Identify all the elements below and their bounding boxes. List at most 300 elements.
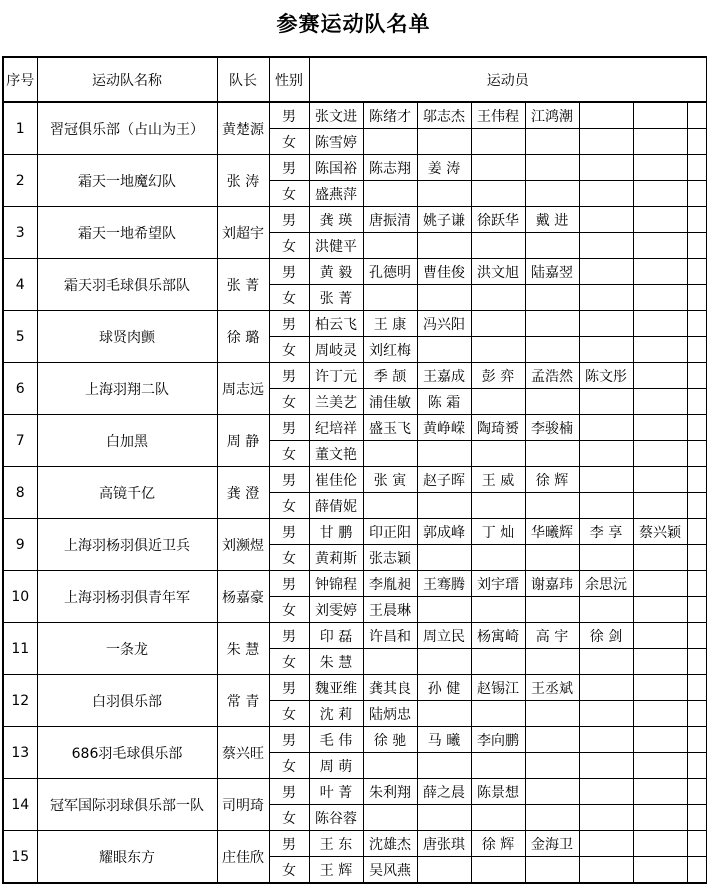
- player-cell: 陈 霜: [417, 389, 471, 415]
- gender-cell: 男: [269, 259, 309, 285]
- team-captain: 周志远: [217, 363, 269, 415]
- team-index: 1: [3, 102, 37, 155]
- player-cell: [633, 467, 687, 493]
- player-cell: [471, 701, 525, 727]
- player-cell: [687, 779, 707, 805]
- player-cell: 朱 慧: [309, 649, 363, 675]
- player-cell: [579, 389, 633, 415]
- player-cell: 洪文旭: [471, 259, 525, 285]
- player-cell: [579, 337, 633, 363]
- player-cell: 周岐灵: [309, 337, 363, 363]
- team-index: 10: [3, 571, 37, 623]
- player-cell: [633, 675, 687, 701]
- team-captain: 周 静: [217, 415, 269, 467]
- team-index: 5: [3, 311, 37, 363]
- player-cell: [525, 805, 579, 831]
- player-cell: [687, 207, 707, 233]
- team-row-male: [3, 675, 707, 701]
- player-cell: [687, 181, 707, 207]
- player-cell: [579, 233, 633, 259]
- player-cell: [687, 597, 707, 623]
- team-captain: 张 涛: [217, 155, 269, 207]
- player-cell: [633, 337, 687, 363]
- player-cell: 盛玉飞: [363, 415, 417, 441]
- player-cell: [687, 259, 707, 285]
- player-cell: 郭成峰: [417, 519, 471, 545]
- player-cell: 沈 莉: [309, 701, 363, 727]
- player-cell: [525, 233, 579, 259]
- player-cell: 陈谷蓉: [309, 805, 363, 831]
- player-cell: [579, 753, 633, 779]
- player-cell: [633, 493, 687, 519]
- gender-cell: 男: [269, 519, 309, 545]
- player-cell: [417, 233, 471, 259]
- player-cell: [579, 311, 633, 337]
- gender-cell: 男: [269, 623, 309, 649]
- team-index: 11: [3, 623, 37, 675]
- team-index: 15: [3, 831, 37, 884]
- player-cell: [579, 155, 633, 181]
- player-cell: 叶 菁: [309, 779, 363, 805]
- team-name: 耀眼东方: [37, 831, 217, 884]
- player-cell: 陈志翔: [363, 155, 417, 181]
- player-cell: 唐振清: [363, 207, 417, 233]
- team-index: 4: [3, 259, 37, 311]
- player-cell: [687, 285, 707, 311]
- team-captain: 司明琦: [217, 779, 269, 831]
- player-cell: [687, 805, 707, 831]
- gender-cell: 女: [269, 285, 309, 311]
- player-cell: [687, 129, 707, 155]
- player-cell: [579, 649, 633, 675]
- player-cell: [417, 337, 471, 363]
- player-cell: [687, 545, 707, 571]
- player-cell: [579, 805, 633, 831]
- player-cell: 王伟程: [471, 102, 525, 129]
- player-cell: [471, 493, 525, 519]
- player-cell: 王 辉: [309, 857, 363, 884]
- player-cell: [579, 675, 633, 701]
- player-cell: 赵子晖: [417, 467, 471, 493]
- team-index: 2: [3, 155, 37, 207]
- player-cell: 刘宇瑨: [471, 571, 525, 597]
- team-captain: 徐 璐: [217, 311, 269, 363]
- player-cell: [417, 805, 471, 831]
- player-cell: [417, 285, 471, 311]
- gender-cell: 男: [269, 415, 309, 441]
- player-cell: [687, 649, 707, 675]
- player-cell: 江鸿潮: [525, 102, 579, 129]
- player-cell: [579, 779, 633, 805]
- team-index: 14: [3, 779, 37, 831]
- gender-cell: 男: [269, 467, 309, 493]
- player-cell: 周立民: [417, 623, 471, 649]
- team-row-male: [3, 519, 707, 545]
- player-cell: [525, 597, 579, 623]
- team-name: 上海羽杨羽俱近卫兵: [37, 519, 217, 571]
- player-cell: [417, 753, 471, 779]
- player-cell: 姜 涛: [417, 155, 471, 181]
- player-cell: [579, 701, 633, 727]
- player-cell: 董文艳: [309, 441, 363, 467]
- player-cell: [687, 415, 707, 441]
- gender-cell: 男: [269, 727, 309, 753]
- player-cell: 王 东: [309, 831, 363, 857]
- player-cell: [687, 233, 707, 259]
- player-cell: [633, 805, 687, 831]
- player-cell: 龚 瑛: [309, 207, 363, 233]
- player-cell: [525, 727, 579, 753]
- player-cell: [525, 649, 579, 675]
- gender-cell: 男: [269, 779, 309, 805]
- player-cell: 印正阳: [363, 519, 417, 545]
- gender-cell: 男: [269, 831, 309, 857]
- player-cell: 王嘉成: [417, 363, 471, 389]
- player-cell: [471, 311, 525, 337]
- team-name: 霜天一地魔幻队: [37, 155, 217, 207]
- gender-cell: 女: [269, 233, 309, 259]
- player-cell: [525, 181, 579, 207]
- team-index: 6: [3, 363, 37, 415]
- player-cell: 陈国裕: [309, 155, 363, 181]
- player-cell: [687, 831, 707, 857]
- header-players: 运动员: [309, 57, 707, 102]
- player-cell: [363, 493, 417, 519]
- player-cell: 蔡兴颖: [633, 519, 687, 545]
- player-cell: 杨寓崎: [471, 623, 525, 649]
- player-cell: [687, 675, 707, 701]
- player-cell: 张文进: [309, 102, 363, 129]
- player-cell: [363, 649, 417, 675]
- player-cell: 陈绪才: [363, 102, 417, 129]
- team-row-male: [3, 623, 707, 649]
- player-cell: [687, 519, 707, 545]
- player-cell: [633, 207, 687, 233]
- team-name: 球贤肉颤: [37, 311, 217, 363]
- player-cell: [687, 701, 707, 727]
- player-cell: 陶琦赟: [471, 415, 525, 441]
- gender-cell: 女: [269, 649, 309, 675]
- player-cell: [579, 441, 633, 467]
- player-cell: 彭 弈: [471, 363, 525, 389]
- team-name: 白加黑: [37, 415, 217, 467]
- player-cell: 马 曦: [417, 727, 471, 753]
- header-team: 运动队名称: [37, 57, 217, 102]
- player-cell: [633, 831, 687, 857]
- player-cell: [417, 493, 471, 519]
- player-cell: [687, 337, 707, 363]
- player-cell: [687, 389, 707, 415]
- team-name: 霜天羽毛球俱乐部队: [37, 259, 217, 311]
- gender-cell: 女: [269, 805, 309, 831]
- team-captain: 庄佳欣: [217, 831, 269, 884]
- player-cell: [471, 857, 525, 884]
- player-cell: 周 萌: [309, 753, 363, 779]
- team-name: 冠军国际羽球俱乐部一队: [37, 779, 217, 831]
- player-cell: [633, 649, 687, 675]
- player-cell: [687, 493, 707, 519]
- player-cell: [633, 102, 687, 129]
- player-cell: 孟浩然: [525, 363, 579, 389]
- team-index: 9: [3, 519, 37, 571]
- team-row-male: [3, 155, 707, 181]
- player-cell: 王骞腾: [417, 571, 471, 597]
- player-cell: 甘 鹏: [309, 519, 363, 545]
- team-captain: 常 青: [217, 675, 269, 727]
- player-cell: 李胤昶: [363, 571, 417, 597]
- player-cell: 黄峥嵘: [417, 415, 471, 441]
- player-cell: 崔佳伦: [309, 467, 363, 493]
- player-cell: 邬志杰: [417, 102, 471, 129]
- player-cell: 吴风燕: [363, 857, 417, 884]
- player-cell: 薛倩妮: [309, 493, 363, 519]
- team-roster-table: [2, 56, 707, 884]
- player-cell: [633, 415, 687, 441]
- player-cell: 龚其良: [363, 675, 417, 701]
- team-row-male: [3, 102, 707, 129]
- player-cell: [471, 545, 525, 571]
- player-cell: 徐跃华: [471, 207, 525, 233]
- player-cell: [363, 753, 417, 779]
- team-captain: 刘濒煜: [217, 519, 269, 571]
- player-cell: 陈景想: [471, 779, 525, 805]
- player-cell: [363, 129, 417, 155]
- player-cell: 王丞斌: [525, 675, 579, 701]
- player-cell: [525, 779, 579, 805]
- player-cell: [633, 155, 687, 181]
- team-index: 8: [3, 467, 37, 519]
- player-cell: [687, 857, 707, 884]
- team-row-male: [3, 467, 707, 493]
- player-cell: [633, 181, 687, 207]
- header-gender: 性别: [269, 57, 309, 102]
- player-cell: 唐张琪: [417, 831, 471, 857]
- gender-cell: 男: [269, 675, 309, 701]
- player-cell: [687, 155, 707, 181]
- player-cell: 李向鹏: [471, 727, 525, 753]
- player-cell: [525, 311, 579, 337]
- gender-cell: 女: [269, 753, 309, 779]
- player-cell: [471, 441, 525, 467]
- player-cell: 王 威: [471, 467, 525, 493]
- player-cell: 纪培祥: [309, 415, 363, 441]
- player-cell: 孔德明: [363, 259, 417, 285]
- player-cell: [579, 181, 633, 207]
- player-cell: [417, 597, 471, 623]
- player-cell: [579, 207, 633, 233]
- team-index: 13: [3, 727, 37, 779]
- player-cell: [633, 597, 687, 623]
- player-cell: 钟锦程: [309, 571, 363, 597]
- player-cell: [471, 649, 525, 675]
- player-cell: 徐 剑: [579, 623, 633, 649]
- roster-body: [3, 102, 707, 883]
- player-cell: 洪健平: [309, 233, 363, 259]
- player-cell: [633, 389, 687, 415]
- player-cell: [363, 181, 417, 207]
- player-cell: 黄莉斯: [309, 545, 363, 571]
- player-cell: [633, 233, 687, 259]
- gender-cell: 女: [269, 181, 309, 207]
- player-cell: [633, 857, 687, 884]
- player-cell: [579, 597, 633, 623]
- player-cell: [363, 805, 417, 831]
- header-row: [3, 57, 707, 102]
- player-cell: 华曦辉: [525, 519, 579, 545]
- team-row-male: [3, 311, 707, 337]
- player-cell: [633, 727, 687, 753]
- player-cell: [687, 441, 707, 467]
- team-name: 上海羽翔二队: [37, 363, 217, 415]
- player-cell: [633, 285, 687, 311]
- player-cell: 陆嘉翌: [525, 259, 579, 285]
- player-cell: 盛燕萍: [309, 181, 363, 207]
- player-cell: [471, 129, 525, 155]
- gender-cell: 男: [269, 363, 309, 389]
- player-cell: 刘红梅: [363, 337, 417, 363]
- player-cell: 魏亚维: [309, 675, 363, 701]
- player-cell: [363, 285, 417, 311]
- player-cell: 冯兴阳: [417, 311, 471, 337]
- gender-cell: 女: [269, 493, 309, 519]
- player-cell: [579, 857, 633, 884]
- gender-cell: 女: [269, 597, 309, 623]
- player-cell: 季 颉: [363, 363, 417, 389]
- player-cell: 徐 驰: [363, 727, 417, 753]
- player-cell: [525, 545, 579, 571]
- player-cell: [579, 545, 633, 571]
- player-cell: 李 享: [579, 519, 633, 545]
- player-cell: 金海卫: [525, 831, 579, 857]
- team-captain: 蔡兴旺: [217, 727, 269, 779]
- player-cell: 陈文彤: [579, 363, 633, 389]
- player-cell: 丁 灿: [471, 519, 525, 545]
- player-cell: [525, 285, 579, 311]
- team-captain: 张 菁: [217, 259, 269, 311]
- player-cell: 张 菁: [309, 285, 363, 311]
- player-cell: 姚子谦: [417, 207, 471, 233]
- player-cell: 张 寅: [363, 467, 417, 493]
- player-cell: [687, 311, 707, 337]
- player-cell: [363, 233, 417, 259]
- player-cell: [525, 753, 579, 779]
- player-cell: 高 宇: [525, 623, 579, 649]
- gender-cell: 男: [269, 311, 309, 337]
- player-cell: [579, 831, 633, 857]
- player-cell: 徐 辉: [525, 467, 579, 493]
- player-cell: 浦佳敏: [363, 389, 417, 415]
- player-cell: [417, 441, 471, 467]
- team-row-male: [3, 779, 707, 805]
- gender-cell: 女: [269, 857, 309, 884]
- player-cell: 沈雄杰: [363, 831, 417, 857]
- gender-cell: 男: [269, 102, 309, 129]
- player-cell: [471, 805, 525, 831]
- team-row-male: [3, 571, 707, 597]
- page-title: 参赛运动队名单: [276, 12, 431, 36]
- player-cell: [471, 597, 525, 623]
- gender-cell: 女: [269, 389, 309, 415]
- player-cell: [363, 441, 417, 467]
- player-cell: [471, 233, 525, 259]
- player-cell: [471, 389, 525, 415]
- player-cell: [579, 285, 633, 311]
- gender-cell: 女: [269, 441, 309, 467]
- team-index: 12: [3, 675, 37, 727]
- player-cell: 刘雯婷: [309, 597, 363, 623]
- player-cell: [687, 363, 707, 389]
- team-name: 上海羽杨羽俱青年军: [37, 571, 217, 623]
- team-index: 3: [3, 207, 37, 259]
- player-cell: 曹佳俊: [417, 259, 471, 285]
- gender-cell: 女: [269, 545, 309, 571]
- player-cell: 徐 辉: [471, 831, 525, 857]
- player-cell: [417, 129, 471, 155]
- player-cell: [687, 623, 707, 649]
- header-captain: 队长: [217, 57, 269, 102]
- team-captain: 龚 澄: [217, 467, 269, 519]
- player-cell: 余思沅: [579, 571, 633, 597]
- player-cell: 谢嘉玮: [525, 571, 579, 597]
- player-cell: 毛 伟: [309, 727, 363, 753]
- player-cell: [579, 102, 633, 129]
- player-cell: [633, 779, 687, 805]
- player-cell: [525, 389, 579, 415]
- team-name: 習冠俱乐部（占山为王）: [37, 102, 217, 155]
- player-cell: [471, 753, 525, 779]
- player-cell: [525, 701, 579, 727]
- team-row-male: [3, 363, 707, 389]
- team-name: 高镜千亿: [37, 467, 217, 519]
- header-index: 序号: [3, 57, 37, 102]
- player-cell: 陈雪婷: [309, 129, 363, 155]
- player-cell: [525, 857, 579, 884]
- player-cell: [633, 753, 687, 779]
- team-row-male: [3, 831, 707, 857]
- player-cell: [633, 571, 687, 597]
- player-cell: [525, 129, 579, 155]
- player-cell: 印 磊: [309, 623, 363, 649]
- player-cell: 薛之晨: [417, 779, 471, 805]
- player-cell: 张志颖: [363, 545, 417, 571]
- player-cell: 黄 毅: [309, 259, 363, 285]
- player-cell: [633, 129, 687, 155]
- player-cell: 许昌和: [363, 623, 417, 649]
- team-name: 白羽俱乐部: [37, 675, 217, 727]
- player-cell: [471, 285, 525, 311]
- gender-cell: 女: [269, 129, 309, 155]
- player-cell: [417, 701, 471, 727]
- player-cell: [471, 337, 525, 363]
- team-captain: 朱 慧: [217, 623, 269, 675]
- team-row-male: [3, 259, 707, 285]
- player-cell: [687, 727, 707, 753]
- player-cell: [417, 649, 471, 675]
- player-cell: 兰美艺: [309, 389, 363, 415]
- team-captain: 杨嘉豪: [217, 571, 269, 623]
- gender-cell: 男: [269, 571, 309, 597]
- player-cell: [633, 545, 687, 571]
- team-captain: 黄楚源: [217, 102, 269, 155]
- player-cell: [579, 259, 633, 285]
- player-cell: [633, 259, 687, 285]
- player-cell: [525, 155, 579, 181]
- player-cell: [525, 493, 579, 519]
- player-cell: [633, 441, 687, 467]
- player-cell: 王 康: [363, 311, 417, 337]
- team-row-male: [3, 207, 707, 233]
- player-cell: [579, 467, 633, 493]
